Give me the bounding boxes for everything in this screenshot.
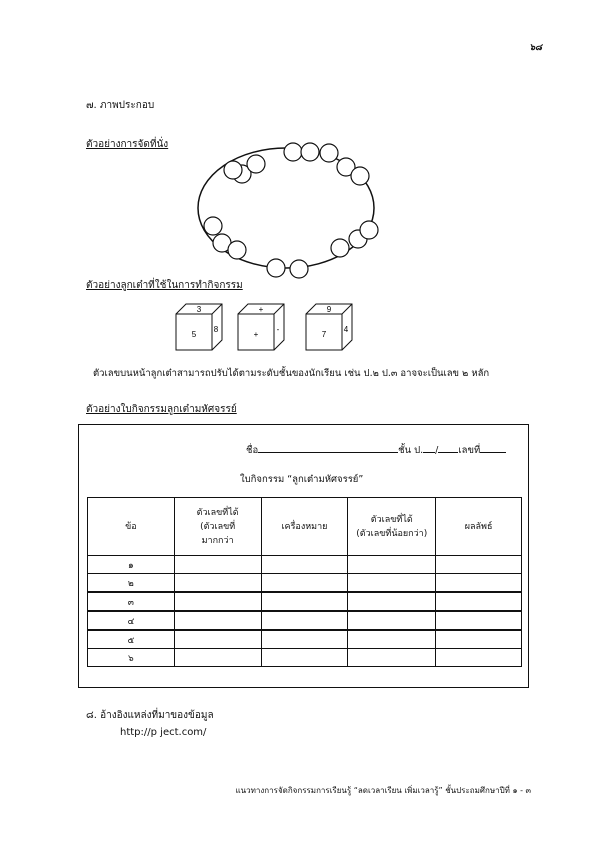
row-number: ๔	[88, 611, 175, 630]
seat-circle	[247, 155, 265, 173]
row-number: ๕	[88, 630, 175, 649]
answer-cell[interactable]	[261, 630, 348, 649]
answer-cell[interactable]	[174, 556, 261, 574]
section-7-heading: ๗. ภาพประกอบ	[86, 100, 155, 111]
seat-circle	[284, 143, 302, 161]
source-url-link[interactable]: http://p ject.com/	[120, 727, 207, 738]
table-header-row	[88, 498, 522, 556]
page-number: ๖๘	[529, 43, 542, 53]
section-8-heading: ๘. อ้างอิงแหล่งที่มาของข้อมูล	[86, 710, 214, 721]
answer-cell[interactable]	[348, 574, 436, 593]
table-row	[88, 556, 522, 574]
row-number: ๑	[88, 556, 175, 574]
answer-cell[interactable]	[348, 556, 436, 574]
die-1-top: 3	[196, 305, 202, 314]
die-2-front: +	[253, 330, 259, 339]
die-2-top: +	[258, 305, 264, 314]
answer-cell[interactable]	[348, 592, 436, 611]
table-row	[88, 649, 522, 667]
class-label: ชั้น ป.	[398, 445, 424, 456]
seat-circle	[320, 144, 338, 162]
header-greater-number: ตัวเลขที่ได้ (ตัวเลขที่ มากกว่า	[174, 498, 261, 556]
answer-cell[interactable]	[174, 592, 261, 611]
answer-cell[interactable]	[261, 611, 348, 630]
answer-cell[interactable]	[348, 630, 436, 649]
class-blank	[423, 442, 435, 453]
number-label: เลขที่	[458, 445, 481, 456]
table-row	[88, 592, 522, 611]
die-3-top: 9	[326, 305, 332, 314]
answer-cell[interactable]	[436, 556, 522, 574]
answer-cell[interactable]	[348, 611, 436, 630]
die-3-side: 4	[343, 325, 349, 334]
seat-circle	[360, 221, 378, 239]
header-lesser-number: ตัวเลขที่ได้ (ตัวเลขที่น้อยกว่า)	[348, 498, 436, 556]
answer-cell[interactable]	[436, 611, 522, 630]
worksheet-title: ใบกิจกรรม “ลูกเต๋ามหัศจรรย์”	[240, 474, 364, 485]
class-slash: /	[435, 445, 439, 456]
answer-cell[interactable]	[174, 611, 261, 630]
answer-cell[interactable]	[436, 630, 522, 649]
page-footer: แนวทางการจัดกิจกรรมการเรียนรู้ “ลดเวลาเรียน เพิ่มเวลารู้” ชั้นประถมศึกษาปีที่ ๑ - ๓	[235, 786, 531, 795]
seat-circle	[331, 239, 349, 257]
answer-cell[interactable]	[436, 592, 522, 611]
seat-circle	[204, 217, 222, 235]
answer-cell[interactable]	[436, 574, 522, 593]
answer-cell[interactable]	[436, 649, 522, 667]
dice-illustration	[170, 300, 360, 355]
header-result: ผลลัพธ์	[436, 498, 522, 556]
die-3-front: 7	[321, 330, 327, 339]
row-number: ๖	[88, 649, 175, 667]
header-item: ข้อ	[88, 498, 175, 556]
seat-circle	[301, 143, 319, 161]
table-row	[88, 611, 522, 630]
seat-circle	[267, 259, 285, 277]
row-number: ๒	[88, 574, 175, 593]
answer-cell[interactable]	[348, 649, 436, 667]
seating-diagram	[190, 140, 380, 280]
room-blank	[438, 442, 458, 453]
seating-example-heading: ตัวอย่างการจัดที่นั่ง	[86, 139, 169, 150]
answer-cell[interactable]	[174, 649, 261, 667]
answer-cell[interactable]	[174, 630, 261, 649]
table-row	[88, 630, 522, 649]
answer-cell[interactable]	[261, 556, 348, 574]
table-row	[88, 574, 522, 593]
name-blank	[258, 442, 398, 453]
row-number: ๓	[88, 592, 175, 611]
answer-cell[interactable]	[261, 592, 348, 611]
seat-circle	[224, 161, 242, 179]
worksheet-name-line	[246, 442, 506, 458]
name-label: ชื่อ	[246, 445, 259, 456]
die-1-front: 5	[191, 330, 197, 339]
worksheet-table	[87, 497, 522, 667]
seat-circle	[228, 241, 246, 259]
die-2-side: -	[276, 325, 280, 334]
dice-note: ตัวเลขบนหน้าลูกเต๋าสามารถปรับได้ตามระดับชั้นของนักเรียน เช่น ป.๒ ป.๓ อาจจะเป็นเลข ๒ หลัก	[93, 368, 490, 379]
answer-cell[interactable]	[174, 574, 261, 593]
seat-circle	[351, 167, 369, 185]
worksheet-example-heading: ตัวอย่างใบกิจกรรมลูกเต๋ามหัศจรรย์	[86, 404, 237, 415]
dice-example-heading: ตัวอย่างลูกเต๋าที่ใช้ในการทำกิจกรรม	[86, 280, 243, 291]
seat-circle	[290, 260, 308, 278]
number-blank	[480, 442, 506, 453]
die-1-side: 8	[213, 325, 219, 334]
answer-cell[interactable]	[261, 649, 348, 667]
answer-cell[interactable]	[261, 574, 348, 593]
header-sign: เครื่องหมาย	[261, 498, 348, 556]
